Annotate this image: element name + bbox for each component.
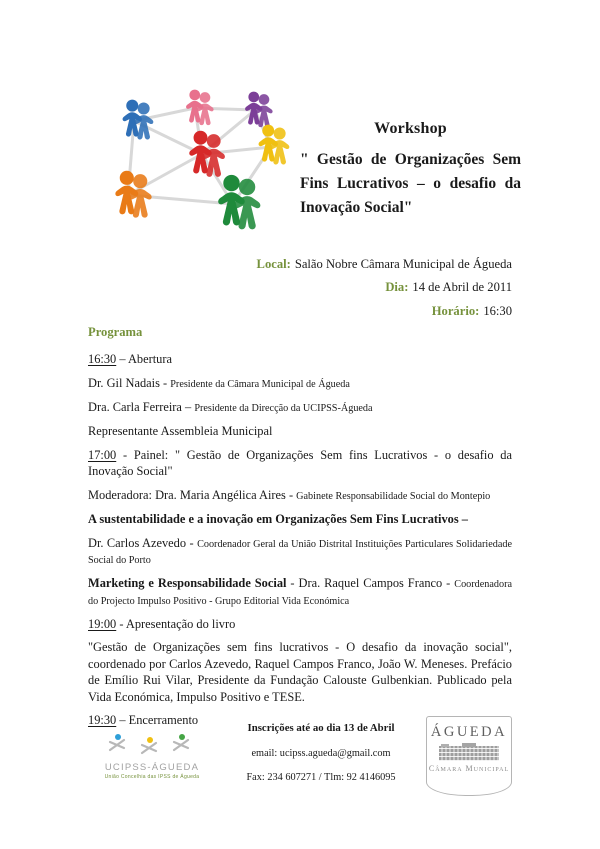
ucipss-logo-name: UCIPSS-ÁGUEDA [104,762,200,773]
programme-item-abertura: 16:30 – Abertura [88,352,172,366]
programme-item-livro-descricao: "Gestão de Organizações sem fins lucrativos - O desafio da inovação social", coordenado por Carlos Azevedo, Raquel Campos Franco, João W. Meneses. Prefácio de Emílio Rui Vilar, Presidente da Fundação Calouste Gulbenkian. Publicado pela Vida Económica, Impulso Positivo e TESE. [88,640,512,704]
figure-pair-purple [245,92,273,128]
agueda-logo [426,716,512,796]
agueda-logo-name: ÁGUEDA [430,724,508,740]
ucipss-logo [88,716,216,780]
ucipss-figures-icon [102,732,202,756]
programme-item-carlos-azevedo: Dr. Carlos Azevedo - Coordenador Geral da União Distrital Instituições Particulares Solidariedade Social do Porto [88,535,513,567]
footer [88,716,512,796]
agueda-logo-box [426,716,512,796]
local-label: Local: [256,257,291,271]
speaker-name: Dra. Carla Ferreira [88,399,182,414]
inscriptions-deadline: Inscrições até ao dia 13 de Abril [247,722,395,734]
speaker-name: - Dra. Raquel Campos Franco - [286,576,455,591]
footer-contact-block [216,716,426,796]
programme-heading: Programa [88,325,143,339]
workshop-heading: Workshop [374,120,447,137]
speaker-role: Coordenadora do Projecto Impulso Positivo - Grupo Editorial Vida Económica [88,579,512,607]
town-hall-building-icon [439,746,499,761]
programme-item-gil-nadais: Dr. Gil Nadais - Presidente da Câmara Municipal de Águeda [88,375,350,390]
dia-value: 14 de Abril de 2011 [412,280,512,295]
figure-pair-pink [186,90,214,126]
time-1630: 16:30 [88,352,117,366]
network-people-svg [94,84,299,259]
title-block [300,120,521,220]
contact-phone: Fax: 234 607271 / Tlm: 92 4146095 [246,772,396,783]
network-people-illustration [94,84,299,259]
programme-item-representante: Representante Assembleia Municipal [88,423,273,438]
programme-item-painel: 17:00 - Painel: " Gestão de Organizações Sem fins Lucrativos - o desafio da Inovação Social" [88,447,512,479]
dia-label: Dia: [385,280,409,295]
speaker-name: Dr. Carlos Azevedo [88,535,187,550]
figure-pair-blue [123,100,154,140]
speaker-role: Presidente da Câmara Municipal de Águeda [170,378,350,390]
speaker-role: Gabinete Responsabilidade Social do Montepio [296,490,491,502]
agueda-logo-subtitle: Câmara Municipal [428,764,510,773]
programme-item-sustentabilidade: A sustentabilidade e a inovação em Organizações Sem Fins Lucrativos – [88,511,468,526]
event-details [88,256,512,326]
time-1930: 19:30 [88,713,117,728]
time-1700: 17:00 [88,447,117,462]
programme-item-encerramento: 19:30 – Encerramento [88,713,199,728]
time-1900: 19:00 [88,616,117,631]
horario-value: 16:30 [483,303,512,318]
figure-pair-red [189,131,225,177]
programme-item-livro: 19:00 - Apresentação do livro [88,616,236,631]
detail-local [88,256,512,272]
detail-horario [88,303,512,319]
detail-dia [88,279,512,295]
talk-title: Marketing e Responsabilidade Social [88,576,287,591]
programme-item-carla-ferreira: Dra. Carla Ferreira – Presidente da Direcção da UCIPSS-Águeda [88,399,373,414]
speaker-name: Dr. Gil Nadais [88,375,160,390]
speaker-role: Presidente da Direcção da UCIPSS-Águeda [194,402,373,414]
speaker-name: Moderadora: Dra. Maria Angélica Aires [88,487,286,502]
speaker-role: Coordenador Geral da União Distrital Instituições Particulares Solidariedade Social do Porto [88,538,513,567]
programme-item-marketing [88,575,512,608]
page-title: " Gestão de Organizações Sem Fins Lucrativos – o desafio da Inovação Social" [300,151,521,217]
contact-email: email: ucipss.agueda@gmail.com [251,748,391,759]
local-value: Salão Nobre Câmara Municipal de Águeda [294,257,512,271]
figure-pair-orange [115,171,151,218]
programme-section [88,325,512,736]
figure-pair-green [218,175,260,229]
figure-pair-yellow [259,125,290,165]
programme-item-moderadora: Moderadora: Dra. Maria Angélica Aires - Gabinete Responsabilidade Social do Montepio [88,487,491,502]
horario-label: Horário: [431,303,480,318]
ucipss-logo-tagline: União Concelhia das IPSS de Águeda [104,774,200,780]
